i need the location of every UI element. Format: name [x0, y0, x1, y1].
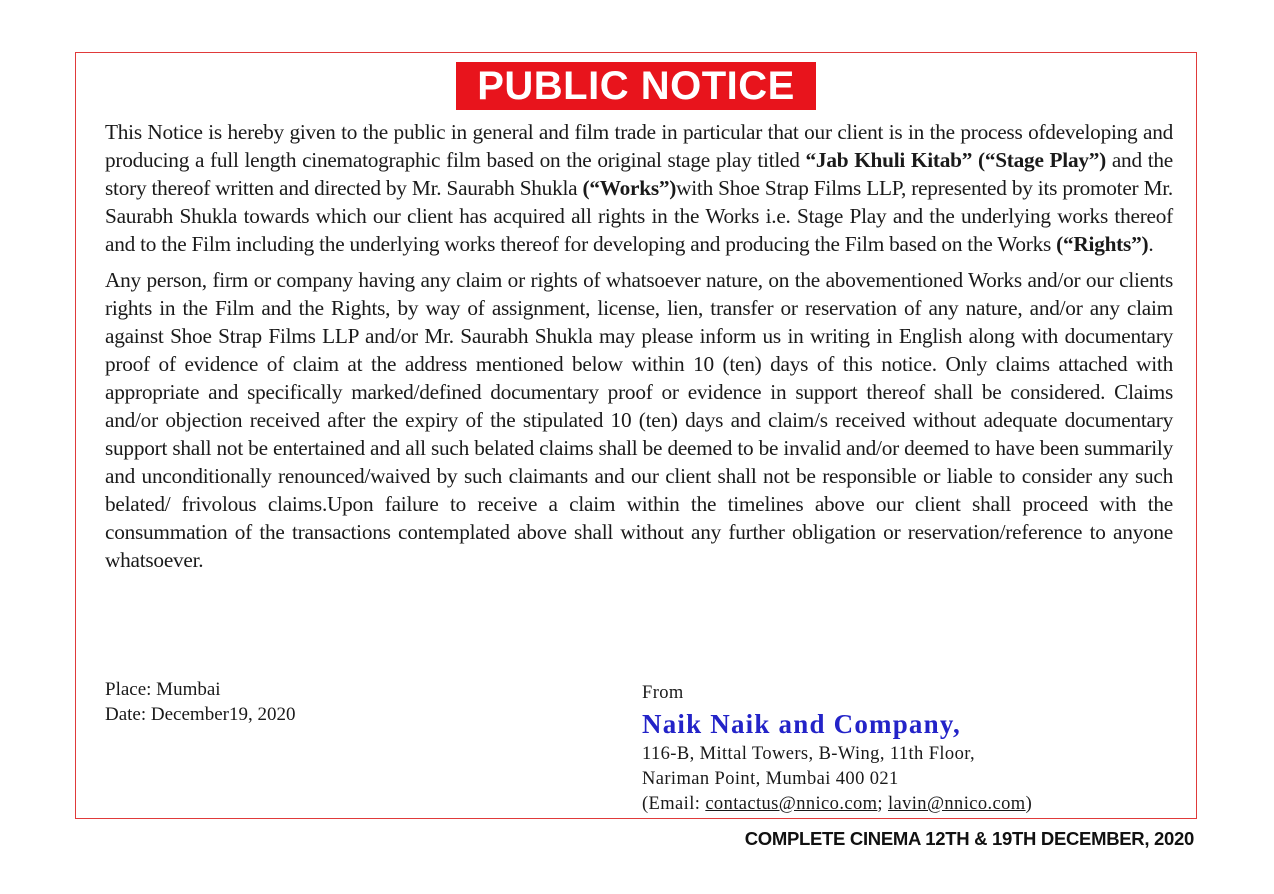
email-separator: ;	[877, 794, 888, 814]
para1-text-2: and the story thereof written and directed by Mr. Saurabh Shukla	[105, 148, 1173, 200]
place-line: Place: Mumbai	[105, 679, 221, 700]
email-line	[642, 792, 1032, 817]
sender-block	[642, 681, 1032, 817]
firm-name-suffix: ,	[953, 709, 961, 739]
para1-text-3: with Shoe Strap Films LLP, represented by its promoter Mr. Saurabh Shukla towards which our client has acquired all rights in the Works i.e. Stage Play and the underlying works thereof and to the Film including the underlying works thereof for developing and producing the Film based on the Works	[105, 176, 1173, 256]
title-banner	[456, 62, 816, 110]
paragraph-2: Any person, firm or company having any claim or rights of whatsoever nature, on the abovementioned Works and/or our clients rights in the Film and the Rights, by way of assignment, license, lien, transfer or reservation of any nature, and/or any claim against Shoe Strap Films LLP and/or Mr. Saurabh Shukla may please inform us in writing in English along with documentary proof of evidence of claim at the address mentioned below within 10 (ten) days of this notice. Only claims attached with appropriate and specifically marked/defined documentary proof or evidence in support thereof shall be considered. Claims and/or objection received after the expiry of the stipulated 10 (ten) days and claim/s received without adequate documentary support shall not be entertained and all such belated claims shall be deemed to be invalid and/or deemed to have been summarily and unconditionally renounced/waived by such claimants and our client shall not be responsible or liable to consider any such belated/ frivolous claims.Upon failure to receive a claim within the timelines above our client shall proceed with the consummation of the transactions contemplated above shall without any further obligation or reservation/reference to anyone whatsoever.	[105, 268, 1173, 572]
email-link-contactus[interactable]: contactus@nnico.com	[705, 794, 878, 814]
address-line-2: Nariman Point, Mumbai 400 021	[642, 769, 899, 789]
stage-play-title: “Jab Khuli Kitab” (“Stage Play”)	[805, 148, 1106, 172]
para1-text-4: .	[1148, 232, 1154, 256]
notice-body	[105, 118, 1173, 574]
email-open: (Email:	[642, 794, 706, 814]
from-label: From	[642, 683, 684, 703]
email-link-lavin[interactable]: lavin@nnico.com	[887, 794, 1026, 814]
place-date-block	[105, 677, 295, 727]
notice-title: PUBLIC NOTICE	[477, 64, 795, 108]
para1-text-1: This Notice is hereby given to the public in general and film trade in particular that our client is in the process ofdeveloping and producing a full length cinematographic film based on the original stage play titled	[105, 120, 1173, 172]
publication-dateline: COMPLETE CINEMA 12TH & 19TH DECEMBER, 2020	[744, 828, 1194, 849]
date-line: Date: December19, 2020	[105, 704, 296, 725]
address-line-1: 116-B, Mittal Towers, B-Wing, 11th Floor,	[642, 744, 976, 764]
firm-name-line	[642, 706, 1032, 742]
rights-term: (“Rights”)	[1056, 232, 1149, 256]
firm-name: Naik Naik and Company	[642, 709, 954, 739]
paragraph-1	[105, 118, 1173, 258]
works-term: (“Works”)	[582, 176, 677, 200]
email-close: )	[1025, 794, 1033, 814]
